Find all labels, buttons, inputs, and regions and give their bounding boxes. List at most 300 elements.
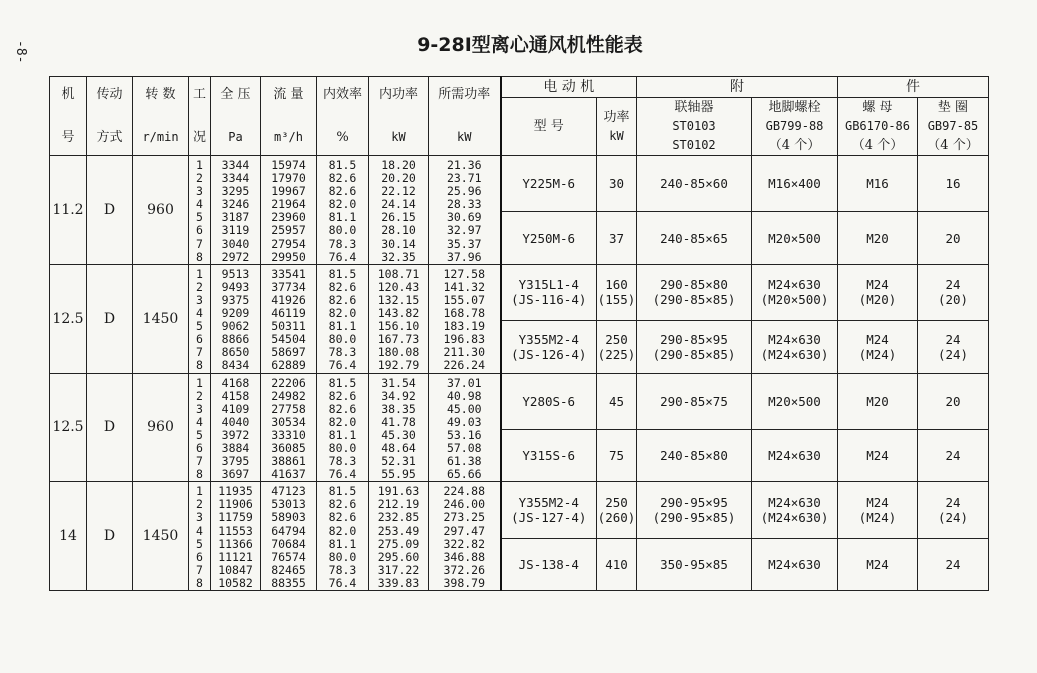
flow-value: 46119 [271,306,306,321]
efficiency-values [317,482,369,591]
efficiency-value: 78.3 [328,454,357,469]
power-value: 48.64 [381,440,416,455]
condition-value: 7 [196,345,203,360]
condition-value: 5 [196,536,203,551]
washer-line: (24) [937,509,969,525]
motor-model [501,429,597,481]
washer-line: 20 [945,230,961,246]
nut-line: M24 [866,331,889,347]
pressure-value: 4158 [221,388,250,403]
coupling [637,156,752,212]
header-coupling: 联轴器 ST0103 ST0102 [637,98,752,156]
motor-power-line: (155) [597,292,636,308]
power-value: 24.14 [381,197,416,212]
washer [918,156,989,212]
coupling-line: (290-85×85) [652,346,736,362]
flow-value: 50311 [271,319,306,334]
pressure-value: 3972 [221,427,250,442]
header-nut: 螺 母 GB6170-86 （4 个） [838,98,918,156]
pressure-value: 3884 [221,440,250,455]
flow-value: 19967 [271,184,306,199]
coupling [637,482,752,538]
anchor-bolt [752,264,838,320]
flow-value: 62889 [271,358,306,373]
power-value: 339.83 [377,575,420,590]
header-machine: 机 号 [50,77,87,156]
pressure-value: 11759 [218,510,253,525]
anchor-bolt-line: M24×630 [768,556,821,572]
motor-model-line: Y315L1-4 [518,277,579,293]
motor-power-line: 37 [608,230,625,246]
pressure-value: 8866 [221,332,250,347]
nut [838,429,918,481]
anchor-bolt [752,429,838,481]
efficiency-value: 82.0 [328,306,357,321]
condition-value: 7 [196,236,203,251]
washer-line: 16 [945,176,961,192]
condition-value: 6 [196,223,203,238]
anchor-bolt [752,321,838,373]
header-motor-model: 型 号 [501,98,597,156]
required-power-value: 211.30 [443,345,486,360]
speed: 1450 [133,264,189,373]
coupling [637,373,752,429]
motor-power-line: 160 [605,277,628,293]
condition-values [189,264,211,373]
condition-values [189,482,211,591]
motor-model-line: Y355M2-4 [518,331,579,347]
condition-value: 8 [196,358,203,373]
condition-value: 8 [196,467,203,482]
washer-line: (24) [937,346,969,362]
flow-value: 25957 [271,223,306,238]
table-row [50,482,989,538]
efficiency-value: 81.5 [328,158,357,172]
required-power-value: 23.71 [446,171,482,186]
efficiency-value: 82.6 [328,292,357,307]
flow-value: 22206 [271,375,306,390]
motor-model-line: Y315S-6 [522,448,576,464]
power-values [369,373,429,482]
machine-number: 11.2 [50,156,87,265]
efficiency-value: 82.6 [328,497,357,512]
power-value: 20.20 [381,171,416,186]
condition-value: 4 [196,197,203,212]
efficiency-value: 76.4 [328,467,357,482]
required-power-value: 45.00 [446,401,482,416]
nut-line: M24 [866,448,889,464]
efficiency-value: 81.5 [328,484,357,499]
required-power-value: 61.38 [446,454,482,469]
flow-values [261,156,317,265]
motor-power [597,264,637,320]
machine-number: 14 [50,482,87,591]
pressure-value: 8434 [221,358,250,373]
header-motor-power: 功率 kW [597,98,637,156]
nut-line: M24 [866,494,889,510]
efficiency-value: 82.0 [328,414,357,429]
efficiency-value: 80.0 [328,223,357,238]
efficiency-value: 80.0 [328,440,357,455]
required-power-value: 32.97 [446,223,482,238]
drive-mode: D [87,264,133,373]
anchor-bolt [752,156,838,212]
required-power-value: 168.78 [443,306,486,321]
condition-value: 4 [196,414,203,429]
header-accessories-left: 附 [637,77,838,98]
machine-number: 12.5 [50,373,87,482]
power-value: 132.15 [377,292,420,307]
coupling [637,538,752,590]
required-power-value: 398.79 [443,575,486,590]
pressure-value: 3246 [221,197,250,212]
condition-value: 1 [196,484,203,499]
nut-line: (M24) [858,509,897,525]
power-value: 275.09 [377,536,420,551]
motor-power-line: (260) [597,509,636,525]
required-power-value: 57.08 [446,440,482,455]
condition-value: 5 [196,319,203,334]
flow-value: 53013 [271,497,306,512]
efficiency-value: 81.1 [328,210,357,225]
required-power-value: 141.32 [443,279,486,294]
washer-line: (20) [937,292,969,308]
power-value: 30.14 [381,236,416,251]
power-value: 167.73 [377,332,420,347]
condition-value: 1 [196,375,203,390]
condition-value: 5 [196,427,203,442]
nut-line: M24 [866,556,889,572]
washer-line: 24 [945,277,961,293]
anchor-bolt-line: (M24×630) [760,346,829,362]
power-value: 55.95 [381,467,416,482]
coupling-line: 240-85×80 [660,448,728,464]
motor-model [501,482,597,538]
flow-value: 27758 [271,401,306,416]
condition-value: 6 [196,332,203,347]
pressure-value: 4040 [221,414,250,429]
flow-value: 58697 [271,345,306,360]
coupling-line: 240-85×65 [660,230,728,246]
motor-model-line: JS-138-4 [518,556,579,572]
nut [838,482,918,538]
efficiency-values [317,156,369,265]
flow-values [261,482,317,591]
efficiency-value: 82.6 [328,401,357,416]
nut-line: M16 [866,176,889,192]
coupling [637,429,752,481]
washer-line: 24 [945,448,961,464]
motor-power-line: 410 [605,556,628,572]
flow-value: 41637 [271,467,306,482]
efficiency-value: 82.0 [328,197,357,212]
required-power-value: 37.01 [446,375,482,390]
required-power-values [429,373,501,482]
power-values [369,482,429,591]
required-power-value: 226.24 [443,358,486,373]
anchor-bolt-line: M20×500 [768,393,821,409]
header-motor-group: 电 动 机 [501,77,637,98]
condition-value: 5 [196,210,203,225]
flow-value: 36085 [271,440,306,455]
pressure-value: 11121 [218,549,253,564]
required-power-value: 224.88 [443,484,486,499]
pressure-value: 3040 [221,236,250,251]
required-power-values [429,156,501,265]
pressure-value: 4168 [221,375,250,390]
motor-power-line: 75 [608,448,625,464]
header-efficiency: 内效率 % [317,77,369,156]
efficiency-value: 78.3 [328,562,357,577]
nut-line: M20 [866,393,889,409]
pressure-value: 3119 [221,223,250,238]
header-anchor-bolt: 地脚螺栓 GB799-88 （4 个） [752,98,838,156]
flow-value: 33310 [271,427,306,442]
power-value: 32.35 [381,249,416,264]
power-value: 253.49 [377,523,420,538]
efficiency-value: 82.6 [328,510,357,525]
flow-value: 21964 [271,197,306,212]
condition-value: 8 [196,249,203,264]
nut-line: M24 [866,277,889,293]
pressure-values [211,156,261,265]
power-value: 45.30 [381,427,416,442]
required-power-value: 25.96 [446,184,482,199]
flow-value: 30534 [271,414,306,429]
condition-value: 1 [196,158,203,172]
efficiency-value: 81.1 [328,319,357,334]
required-power-value: 346.88 [443,549,486,564]
pressure-value: 3344 [221,171,250,186]
motor-model [501,538,597,590]
power-value: 143.82 [377,306,420,321]
efficiency-value: 81.5 [328,375,357,390]
pressure-value: 11935 [218,484,253,499]
required-power-value: 35.37 [446,236,482,251]
power-value: 31.54 [381,375,416,390]
condition-value: 2 [196,497,203,512]
anchor-bolt-line: M24×630 [768,331,821,347]
motor-model [501,212,597,264]
power-values [369,156,429,265]
condition-value: 2 [196,279,203,294]
required-power-value: 49.03 [446,414,482,429]
efficiency-value: 82.6 [328,184,357,199]
condition-value: 7 [196,454,203,469]
flow-value: 38861 [271,454,306,469]
washer [918,538,989,590]
condition-value: 3 [196,510,203,525]
flow-value: 64794 [271,523,306,538]
motor-model-line: Y250M-6 [522,230,576,246]
power-value: 232.85 [377,510,420,525]
coupling-line: 290-95×95 [660,494,728,510]
power-value: 120.43 [377,279,420,294]
pressure-value: 3295 [221,184,250,199]
motor-model [501,321,597,373]
nut [838,538,918,590]
pressure-value: 11366 [218,536,253,551]
washer-line: 24 [945,494,961,510]
power-value: 192.79 [377,358,420,373]
motor-model-line: Y355M2-4 [518,494,579,510]
anchor-bolt-line: M24×630 [768,277,821,293]
pressure-value: 8650 [221,345,250,360]
flow-value: 54504 [271,332,306,347]
flow-values [261,373,317,482]
motor-model [501,264,597,320]
efficiency-value: 82.6 [328,171,357,186]
condition-value: 8 [196,575,203,590]
power-value: 317.22 [377,562,420,577]
speed: 1450 [133,482,189,591]
flow-value: 15974 [271,158,306,172]
condition-value: 7 [196,562,203,577]
condition-value: 2 [196,171,203,186]
motor-model-line: (JS-126-4) [511,346,587,362]
required-power-value: 322.82 [443,536,486,551]
required-power-value: 40.98 [446,388,482,403]
table-body [50,156,989,591]
pressure-value: 3344 [221,158,250,172]
motor-model-line: Y280S-6 [522,393,576,409]
required-power-values [429,264,501,373]
condition-value: 6 [196,440,203,455]
drive-mode: D [87,482,133,591]
coupling [637,212,752,264]
washer [918,429,989,481]
header-pressure: 全 压 Pa [211,77,261,156]
required-power-value: 183.19 [443,319,486,334]
motor-power [597,156,637,212]
pressure-value: 3697 [221,467,250,482]
pressure-value: 3187 [221,210,250,225]
motor-power [597,429,637,481]
flow-value: 23960 [271,210,306,225]
flow-value: 88355 [271,575,306,590]
motor-power [597,538,637,590]
anchor-bolt [752,212,838,264]
efficiency-values [317,373,369,482]
efficiency-value: 78.3 [328,345,357,360]
header-accessories-right: 件 [838,77,989,98]
nut [838,373,918,429]
power-value: 18.20 [381,158,416,172]
nut [838,156,918,212]
speed: 960 [133,373,189,482]
coupling [637,264,752,320]
coupling-line: 240-85×60 [660,176,728,192]
efficiency-value: 81.1 [328,427,357,442]
condition-value: 1 [196,266,203,281]
flow-value: 82465 [271,562,306,577]
pressure-value: 10847 [218,562,253,577]
condition-value: 4 [196,306,203,321]
table-row [50,373,989,429]
power-value: 34.92 [381,388,416,403]
table-header [50,77,989,156]
condition-value: 2 [196,388,203,403]
coupling-line: 290-85×95 [660,331,728,347]
power-value: 26.15 [381,210,416,225]
anchor-bolt [752,373,838,429]
header-speed: 转 数 r/min [133,77,189,156]
header-drive: 传动 方式 [87,77,133,156]
coupling-line: 290-85×75 [660,393,728,409]
required-power-value: 127.58 [443,266,486,281]
flow-value: 70684 [271,536,306,551]
pressure-values [211,373,261,482]
motor-power-line: (225) [597,346,636,362]
coupling-line: 290-85×80 [660,277,728,293]
motor-model-line: (JS-127-4) [511,509,587,525]
header-flow: 流 量 m³/h [261,77,317,156]
flow-value: 41926 [271,292,306,307]
washer [918,212,989,264]
washer-line: 24 [945,556,961,572]
pressure-value: 11906 [218,497,253,512]
power-value: 295.60 [377,549,420,564]
motor-model-line: (JS-116-4) [511,292,587,308]
header-required-power: 所需功率 kW [429,77,501,156]
required-power-value: 65.66 [446,467,482,482]
required-power-value: 37.96 [446,249,482,264]
flow-value: 33541 [271,266,306,281]
motor-power [597,321,637,373]
pressure-values [211,264,261,373]
drive-mode: D [87,373,133,482]
efficiency-value: 76.4 [328,358,357,373]
table-row [50,156,989,212]
efficiency-value: 78.3 [328,236,357,251]
efficiency-value: 81.5 [328,266,357,281]
anchor-bolt-line: M16×400 [768,176,821,192]
pressure-value: 9493 [221,279,250,294]
motor-power [597,482,637,538]
pressure-value: 10582 [218,575,253,590]
pressure-value: 9062 [221,319,250,334]
motor-power-line: 250 [605,494,628,510]
condition-value: 3 [196,401,203,416]
efficiency-value: 82.6 [328,388,357,403]
required-power-value: 21.36 [446,158,482,172]
drive-mode: D [87,156,133,265]
motor-power-line: 45 [608,393,625,409]
speed: 960 [133,156,189,265]
efficiency-value: 76.4 [328,575,357,590]
anchor-bolt-line: M24×630 [768,448,821,464]
nut [838,212,918,264]
anchor-bolt [752,482,838,538]
pressure-value: 4109 [221,401,250,416]
required-power-value: 28.33 [446,197,482,212]
power-value: 108.71 [377,266,420,281]
coupling-line: (290-85×85) [652,292,736,308]
condition-value: 3 [196,184,203,199]
power-value: 191.63 [377,484,420,499]
motor-power [597,212,637,264]
efficiency-value: 82.6 [328,279,357,294]
washer [918,321,989,373]
required-power-value: 155.07 [443,292,486,307]
coupling-line: 350-95×85 [660,556,728,572]
motor-model-line: Y225M-6 [522,176,576,192]
motor-model [501,156,597,212]
flow-value: 37734 [271,279,306,294]
efficiency-value: 82.0 [328,523,357,538]
efficiency-value: 81.1 [328,536,357,551]
washer-line: 20 [945,393,961,409]
